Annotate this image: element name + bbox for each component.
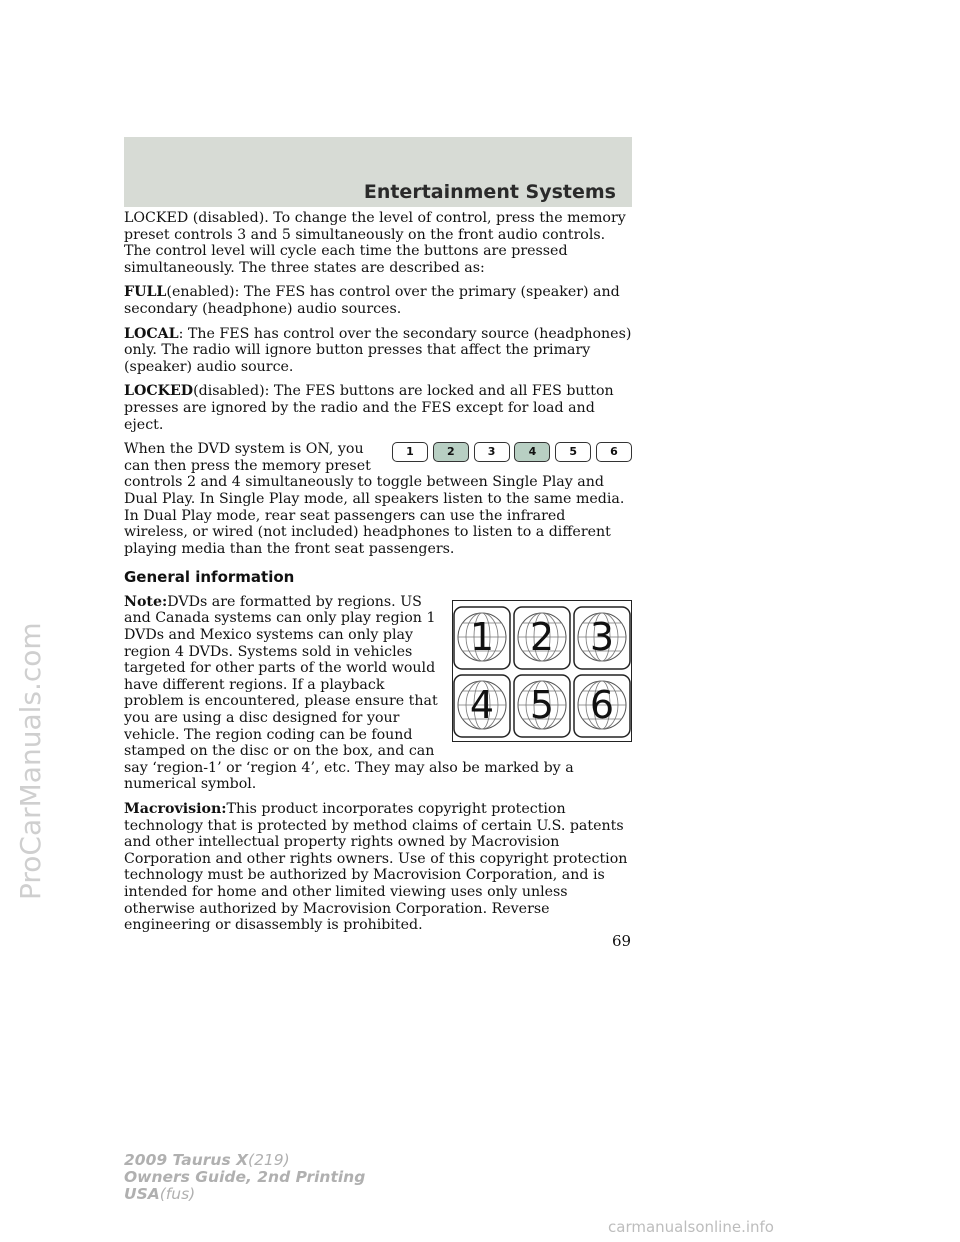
footer-model-code: (219) bbox=[248, 1151, 290, 1169]
locked-term: LOCKED bbox=[124, 383, 194, 400]
region-number-label: 3 bbox=[589, 614, 615, 659]
region-number-label: 2 bbox=[529, 614, 555, 659]
page-content bbox=[124, 210, 632, 942]
bottom-watermark: carmanualsonline.info bbox=[608, 1218, 774, 1236]
footer-market-code: (fus) bbox=[159, 1185, 196, 1203]
region-5-globe-icon bbox=[514, 675, 570, 737]
note-term: Note: bbox=[124, 593, 168, 610]
region-number-label: 1 bbox=[469, 614, 495, 659]
side-watermark: ProCarManuals.com bbox=[14, 622, 47, 900]
region-number-label: 4 bbox=[469, 682, 495, 727]
region-globes-svg bbox=[453, 601, 631, 741]
footer-model: 2009 Taurus X bbox=[124, 1151, 249, 1169]
preset-button-1: 1 bbox=[392, 442, 428, 462]
full-paragraph bbox=[124, 284, 632, 317]
region-1-globe-icon bbox=[454, 607, 510, 669]
preset-button-3: 3 bbox=[474, 442, 510, 462]
macrovision-term: Macrovision: bbox=[124, 801, 227, 817]
preset-button-6: 6 bbox=[596, 442, 632, 462]
region-4-globe-icon bbox=[454, 675, 510, 737]
region-number-label: 6 bbox=[589, 682, 615, 727]
preset-buttons-illustration bbox=[380, 441, 632, 466]
local-paragraph bbox=[124, 326, 632, 376]
footer-market: USA bbox=[124, 1185, 160, 1203]
locked-text: (disabled): The FES buttons are locked and all FES button presses are ignored by the radio and the FES except for load and eject. bbox=[124, 383, 614, 433]
page-number: 69 bbox=[612, 932, 632, 950]
locked-paragraph bbox=[124, 383, 632, 433]
note-text: DVDs are formatted by regions. US and Canada systems can only play region 1 DVDs and Mexico systems can only play region 4 DVDs. Systems sold in vehicles targeted for other parts of the world would have different regions. If a playback problem is encountered, please ensure that you are using a disc designed for your vehicle. The region coding can be found stamped on the disc or on the box, and can say ‘region-1’ or ‘region 4’, etc. They may also be marked by a numerical symbol. bbox=[124, 593, 574, 793]
local-term: LOCAL bbox=[124, 325, 179, 342]
section-title: Entertainment Systems bbox=[363, 181, 616, 203]
general-information-heading: General information bbox=[124, 568, 295, 587]
preset-button-5: 5 bbox=[555, 442, 591, 462]
region-3-globe-icon bbox=[574, 607, 630, 669]
macrovision-paragraph bbox=[124, 801, 632, 934]
section-header-band bbox=[124, 137, 632, 207]
local-text: : The FES has control over the secondary source (headphones) only. The radio will ignore button presses that affect the primary (speaker) audio source. bbox=[124, 325, 632, 375]
document-footer bbox=[124, 1152, 365, 1203]
region-6-globe-icon bbox=[574, 675, 630, 737]
preset-button-2: 2 bbox=[433, 442, 469, 462]
preset-button-4: 4 bbox=[514, 442, 550, 462]
full-term: FULL bbox=[124, 284, 167, 301]
dvd-paragraph: When the DVD system is ON, you can then press the memory preset controls 2 and 4 simultaneously to toggle between Single Play and Dual Play. In Single Play mode, all speakers listen to the same media. In Dual Play mode, rear seat passengers can use the infrared wireless, or wired (not included) headphones to listen to a different playing media than the front seat passengers. bbox=[124, 441, 625, 557]
region-number-label: 5 bbox=[529, 682, 555, 727]
footer-guide: Owners Guide, 2nd Printing bbox=[124, 1168, 366, 1186]
region-2-globe-icon bbox=[514, 607, 570, 669]
macrovision-text: This product incorporates copyright protection technology that is protected by method claims of certain U.S. patents and other intellectual property rights owned by Macrovision Corporation and other rights owners. Use of this copyright protection technology must be authorized by Macrovision Corporation, and is intended for home and other limited viewing uses only unless otherwise authorized by Macrovision Corporation. Reverse engineering or disassembly is prohibited. bbox=[124, 801, 628, 934]
intro-paragraph: LOCKED (disabled). To change the level of control, press the memory preset controls 3 and 5 simultaneously on the front audio controls. The control level will cycle each time the buttons are pressed simultaneously. The three states are described as: bbox=[124, 210, 626, 276]
region-codes-illustration bbox=[440, 594, 632, 752]
full-text: (enabled): The FES has control over the primary (speaker) and secondary (headphone) audio sources. bbox=[124, 284, 620, 317]
